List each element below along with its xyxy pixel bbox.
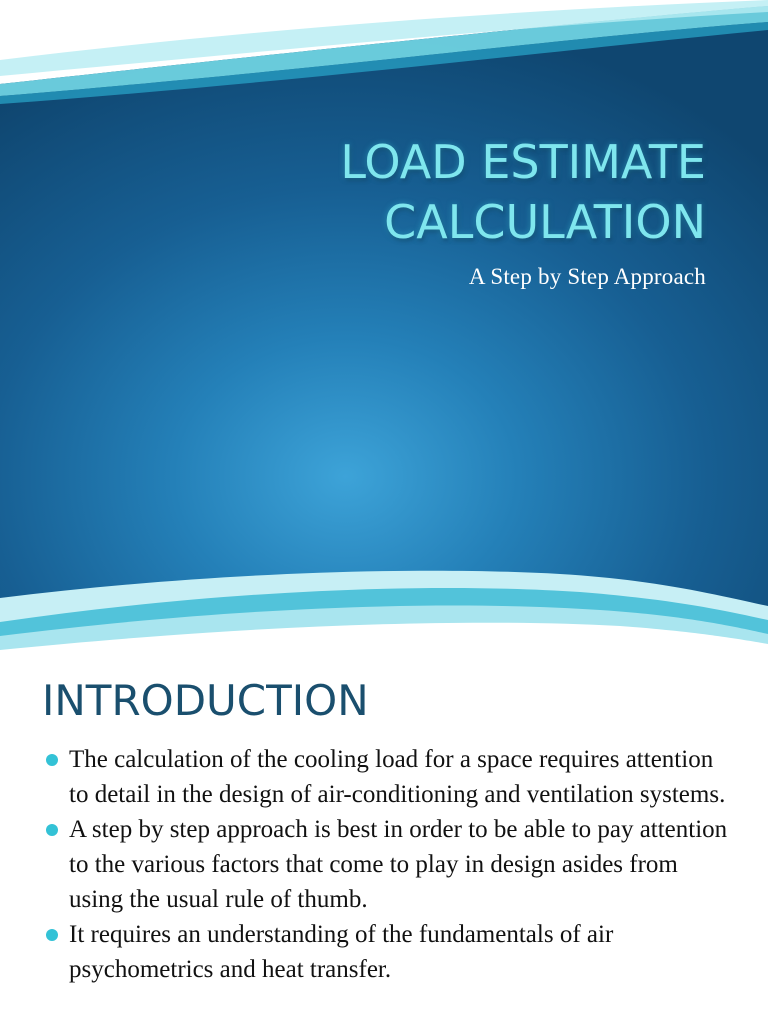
- title-block: [0, 132, 706, 290]
- bullet-list: [46, 742, 736, 987]
- bullet-dot-icon: [46, 824, 58, 836]
- title-line-1: LOAD ESTIMATE: [340, 135, 706, 189]
- bullet-dot-icon: [46, 929, 58, 941]
- bullet-text: The calculation of the cooling load for a space requires attention to detail in the design of air-conditioning and ventilation systems.: [69, 746, 726, 808]
- title-line-2: CALCULATION: [384, 195, 706, 249]
- slide-title: [0, 132, 706, 252]
- introduction-heading: INTRODUCTION: [42, 676, 369, 725]
- bullet-dot-icon: [46, 754, 58, 766]
- bullet-item: [46, 917, 736, 987]
- top-wave-decoration: [0, 0, 768, 110]
- bullet-text: A step by step approach is best in order to be able to pay attention to the various factors that come to play in design asides from using the usual rule of thumb.: [69, 816, 728, 913]
- bottom-wave-decoration: [0, 562, 768, 662]
- bullet-item: [46, 742, 736, 812]
- bullet-item: [46, 812, 736, 917]
- bullet-text: It requires an understanding of the fundamentals of air psychometrics and heat transfer.: [69, 921, 614, 983]
- introduction-slide: [0, 662, 768, 1024]
- slide-subtitle: A Step by Step Approach: [468, 264, 706, 289]
